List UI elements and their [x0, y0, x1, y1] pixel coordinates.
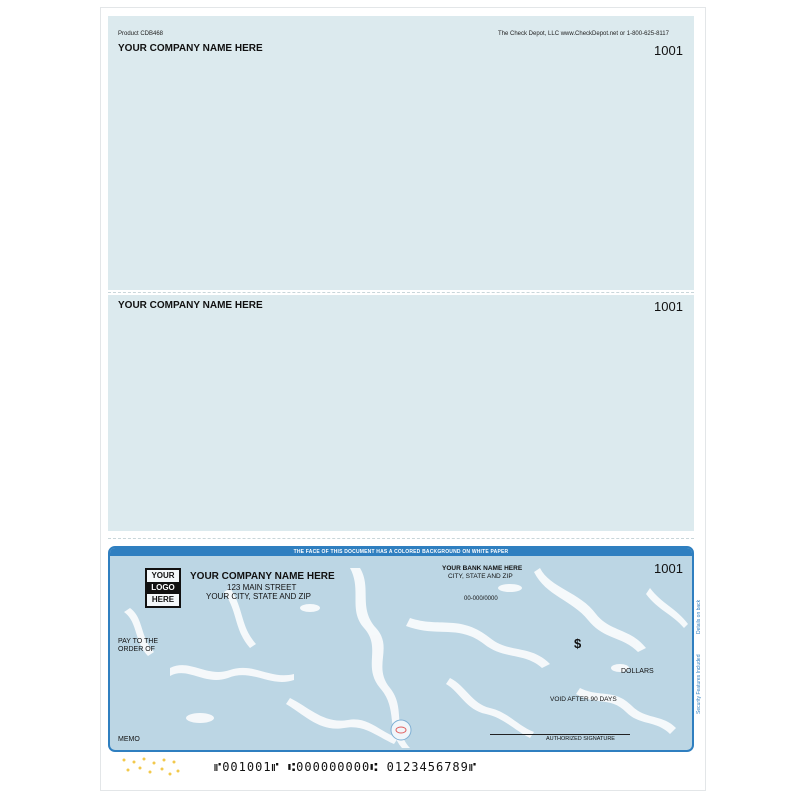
bank-name: YOUR BANK NAME HERE [442, 565, 523, 572]
signature-label: AUTHORIZED SIGNATURE [546, 736, 615, 742]
top-stub-check-number: 1001 [654, 43, 683, 58]
company-city: YOUR CITY, STATE AND ZIP [206, 592, 311, 601]
dollar-sign: $ [574, 636, 582, 651]
routing-fraction: 00-000/0000 [464, 596, 498, 602]
logo-line-2: LOGO [147, 582, 179, 594]
perforation-line [108, 538, 694, 539]
memo-label: MEMO [118, 736, 140, 743]
micr-line: ⑈001001⑈ ⑆000000000⑆ 0123456789⑈ [214, 760, 478, 774]
hologram-dots [120, 756, 190, 778]
vendor-line: The Check Depot, LLC www.CheckDepot.net or 1-800-625-8117 [498, 31, 669, 37]
signature-line [490, 734, 630, 735]
logo-placeholder [145, 568, 181, 608]
middle-stub [108, 295, 694, 531]
company-street: 123 MAIN STREET [227, 583, 297, 592]
dollars-label: DOLLARS [621, 668, 654, 675]
void-notice: VOID AFTER 90 DAYS [550, 696, 617, 703]
check-number: 1001 [654, 561, 683, 576]
perforation-line [108, 292, 694, 293]
check-company: YOUR COMPANY NAME HERE [190, 571, 335, 582]
pay-to-label-2: ORDER OF [118, 646, 155, 653]
security-features-text: Security Features Included [696, 654, 702, 714]
logo-line-1: YOUR [151, 571, 175, 580]
logo-line-3: HERE [151, 595, 175, 604]
bank-city: CITY, STATE AND ZIP [448, 573, 513, 580]
middle-stub-check-number: 1001 [654, 299, 683, 314]
padlock-seal-icon [388, 714, 414, 744]
top-stub [108, 16, 694, 290]
product-code: Product CDB468 [118, 31, 164, 37]
check-face [108, 546, 694, 752]
middle-stub-company: YOUR COMPANY NAME HERE [118, 300, 263, 311]
security-banner: THE FACE OF THIS DOCUMENT HAS A COLORED BACKGROUND ON WHITE PAPER [110, 548, 692, 556]
top-stub-company: YOUR COMPANY NAME HERE [118, 43, 263, 54]
pay-to-label-1: PAY TO THE [118, 638, 159, 645]
details-on-back-text: Details on back [696, 599, 702, 634]
